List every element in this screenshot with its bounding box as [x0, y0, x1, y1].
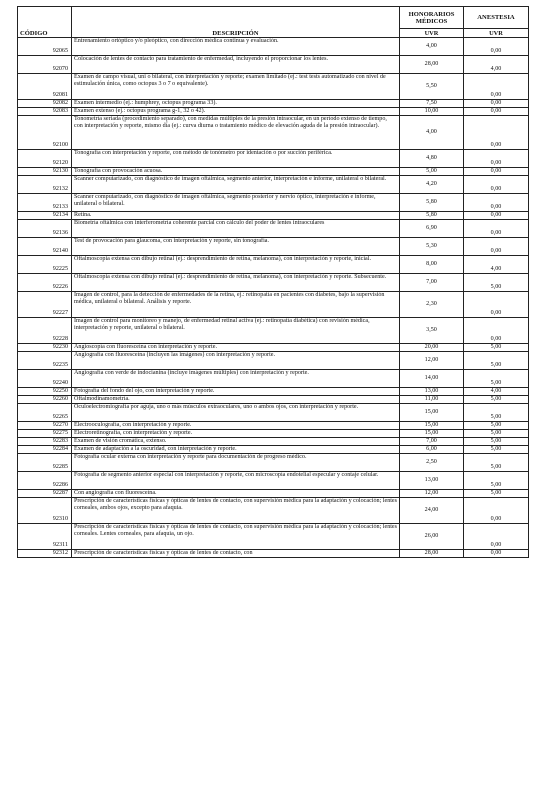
row-code: 92083	[18, 108, 72, 116]
row-description: Imagen de control para monitoreo y manejo, de enfermedad retinal activa (ej.: retinopatía diabética) con revisión médica, interpretación y reporte, unilateral o bilateral.	[72, 318, 400, 344]
row-description: Scanner computarizado, con diagnóstico de imagen oftálmica, segmento anterior, interpretación e informe, unilateral o bilateral.	[72, 176, 400, 194]
row-anestesia-uvr: 0,00	[464, 194, 529, 212]
row-code: 92133	[18, 194, 72, 212]
row-code: 92225	[18, 256, 72, 274]
header-honorarios: HONORARIOS MÉDICOS	[400, 7, 464, 29]
row-honorarios-uvr: 14,00	[400, 370, 464, 388]
row-anestesia-uvr: 5,00	[464, 344, 529, 352]
row-description: Oftalmoscopia extensa con dibujo retinal (ej.: desprendimiento de retina, melanoma), con interpretación y reporte, inicial.	[72, 256, 400, 274]
row-honorarios-uvr: 13,00	[400, 472, 464, 490]
row-honorarios-uvr: 3,50	[400, 318, 464, 344]
header-anestesia: ANESTESIA	[464, 7, 529, 29]
row-code: 92130	[18, 168, 72, 176]
row-code: 92134	[18, 212, 72, 220]
table-body	[18, 38, 529, 558]
table-row	[18, 100, 529, 108]
row-code: 92136	[18, 220, 72, 238]
table-row	[18, 274, 529, 292]
row-honorarios-uvr: 5,50	[400, 74, 464, 100]
row-description: Prescripción de características físicas y ópticas de lentes de contacto, con supervisión médica para la adaptación y colocación; lentes corneales, ambos ojos, excepto para afaquia.	[72, 498, 400, 524]
table-row	[18, 256, 529, 274]
row-code: 92065	[18, 38, 72, 56]
table-row	[18, 238, 529, 256]
table-row	[18, 352, 529, 370]
row-anestesia-uvr: 5,00	[464, 396, 529, 404]
row-code: 92285	[18, 454, 72, 472]
row-code: 92286	[18, 472, 72, 490]
row-anestesia-uvr: 5,00	[464, 352, 529, 370]
fee-schedule-table	[17, 6, 529, 558]
row-honorarios-uvr: 12,00	[400, 352, 464, 370]
table-row	[18, 396, 529, 404]
table-row	[18, 472, 529, 490]
row-code: 92235	[18, 352, 72, 370]
row-anestesia-uvr: 0,00	[464, 74, 529, 100]
row-honorarios-uvr: 5,00	[400, 168, 464, 176]
row-honorarios-uvr: 5,80	[400, 212, 464, 220]
row-honorarios-uvr: 6,00	[400, 446, 464, 454]
row-description: Tonometría seriada (procedimiento separado), con medidas múltiples de la presión intraocular, en un período extenso de tiempo, con interpretación y reporte, mismo día (ej.: curva diurna o tratamiento médico de elevación aguda de la presión intraocular).	[72, 116, 400, 150]
table-row	[18, 56, 529, 74]
row-anestesia-uvr: 4,00	[464, 388, 529, 396]
row-honorarios-uvr: 7,00	[400, 438, 464, 446]
row-honorarios-uvr: 5,30	[400, 238, 464, 256]
row-honorarios-uvr: 15,00	[400, 430, 464, 438]
row-code: 92287	[18, 490, 72, 498]
table-row	[18, 212, 529, 220]
table-row	[18, 370, 529, 388]
row-description: Prescripción de características físicas y ópticas de lentes de contacto, con supervisión médica para la adaptación y colocación; lentes corneales. Lentes corneales, para afaquia, un ojo.	[72, 524, 400, 550]
row-honorarios-uvr: 6,90	[400, 220, 464, 238]
row-description: Angioscopía con fluoresceína con interpretación y reporte.	[72, 344, 400, 352]
row-honorarios-uvr: 20,00	[400, 344, 464, 352]
row-description: Scanner computarizado, con diagnóstico de imagen oftálmica, segmento posterior y nervio óptico, interpretación e informe, unilateral o bilateral.	[72, 194, 400, 212]
row-code: 92284	[18, 446, 72, 454]
row-description: Examen de adaptación a la oscuridad, con interpretación y reporte.	[72, 446, 400, 454]
row-description: Entrenamiento ortóptico y/o pleóptico, con dirección médica continua y evaluación.	[72, 38, 400, 56]
table-row	[18, 438, 529, 446]
row-description: Examen de visión cromática, extenso.	[72, 438, 400, 446]
row-honorarios-uvr: 10,00	[400, 108, 464, 116]
row-code: 92250	[18, 388, 72, 396]
table-row	[18, 176, 529, 194]
row-code: 92120	[18, 150, 72, 168]
row-code: 92230	[18, 344, 72, 352]
row-anestesia-uvr: 5,00	[464, 370, 529, 388]
header-uvr-honorarios: UVR	[400, 29, 464, 38]
row-anestesia-uvr: 0,00	[464, 524, 529, 550]
row-anestesia-uvr: 4,00	[464, 256, 529, 274]
row-description: Fotografía de segmento anterior especial con interpretación y reporte, con microscopía endotelial especular y contaje celular.	[72, 472, 400, 490]
row-code: 92283	[18, 438, 72, 446]
row-honorarios-uvr: 4,00	[400, 38, 464, 56]
table-row	[18, 430, 529, 438]
header-row	[18, 7, 529, 29]
row-anestesia-uvr: 0,00	[464, 176, 529, 194]
row-description: Prescripción de características físicas y ópticas de lentes de contacto, con	[72, 550, 400, 558]
row-honorarios-uvr: 2,30	[400, 292, 464, 318]
row-description: Oculoelectromiografía por aguja, uno o más músculos extraoculares, uno o ambos ojos, con interpretación y reporte.	[72, 404, 400, 422]
row-anestesia-uvr: 5,00	[464, 274, 529, 292]
row-description: Examen de campo visual, uni o bilateral, con interpretación y reporte; examen limitado (ej.: test tests automatizado con nivel de estimulación única, como octopus 3 o 7 o equivalente).	[72, 74, 400, 100]
row-honorarios-uvr: 28,00	[400, 56, 464, 74]
row-description: Examen intermedio (ej.: humphrey, octopus programa 33).	[72, 100, 400, 108]
table-row	[18, 220, 529, 238]
table-row	[18, 550, 529, 558]
row-code: 92081	[18, 74, 72, 100]
row-honorarios-uvr: 4,00	[400, 116, 464, 150]
row-anestesia-uvr: 0,00	[464, 168, 529, 176]
row-anestesia-uvr: 5,00	[464, 446, 529, 454]
table-row	[18, 150, 529, 168]
row-description: Tonografía con interpretación y reporte, con método de tonómetro por identación o por succión periférica.	[72, 150, 400, 168]
row-honorarios-uvr: 4,80	[400, 150, 464, 168]
row-code: 92270	[18, 422, 72, 430]
row-code: 92275	[18, 430, 72, 438]
row-anestesia-uvr: 5,00	[464, 472, 529, 490]
row-anestesia-uvr: 5,00	[464, 438, 529, 446]
row-honorarios-uvr: 26,00	[400, 524, 464, 550]
row-code: 92310	[18, 498, 72, 524]
table-row	[18, 116, 529, 150]
row-anestesia-uvr: 0,00	[464, 550, 529, 558]
row-code: 92140	[18, 238, 72, 256]
row-anestesia-uvr: 0,00	[464, 100, 529, 108]
fee-schedule-page	[17, 6, 528, 558]
row-honorarios-uvr: 7,00	[400, 274, 464, 292]
row-code: 92226	[18, 274, 72, 292]
table-row	[18, 404, 529, 422]
table-row	[18, 318, 529, 344]
row-honorarios-uvr: 7,50	[400, 100, 464, 108]
row-description: Electrooculografía, con interpretación y reporte.	[72, 422, 400, 430]
row-anestesia-uvr: 5,00	[464, 422, 529, 430]
row-honorarios-uvr: 15,00	[400, 422, 464, 430]
header-descripcion: DESCRIPCIÓN	[72, 7, 400, 38]
row-anestesia-uvr: 0,00	[464, 498, 529, 524]
row-code: 92240	[18, 370, 72, 388]
row-honorarios-uvr: 24,00	[400, 498, 464, 524]
row-anestesia-uvr: 0,00	[464, 292, 529, 318]
row-honorarios-uvr: 2,50	[400, 454, 464, 472]
row-code: 92070	[18, 56, 72, 74]
row-description: Biometría oftálmica con interferometría coherente parcial con cálculo del poder de lentes intraoculares	[72, 220, 400, 238]
row-description: Electroretinografía, con interpretación y reporte.	[72, 430, 400, 438]
row-anestesia-uvr: 0,00	[464, 318, 529, 344]
row-code: 92082	[18, 100, 72, 108]
row-description: Angiografía con fluoresceína (incluyen las imágenes) con interpretación y reporte.	[72, 352, 400, 370]
row-honorarios-uvr: 13,00	[400, 388, 464, 396]
row-anestesia-uvr: 0,00	[464, 150, 529, 168]
row-description: Con angiografía con fluoresceína.	[72, 490, 400, 498]
table-row	[18, 388, 529, 396]
table-row	[18, 194, 529, 212]
row-code: 92312	[18, 550, 72, 558]
table-row	[18, 38, 529, 56]
table-row	[18, 446, 529, 454]
row-honorarios-uvr: 11,00	[400, 396, 464, 404]
row-anestesia-uvr: 0,00	[464, 38, 529, 56]
row-description: Oftalmodinamometría.	[72, 396, 400, 404]
table-row	[18, 454, 529, 472]
row-anestesia-uvr: 5,00	[464, 454, 529, 472]
table-row	[18, 498, 529, 524]
row-honorarios-uvr: 12,00	[400, 490, 464, 498]
row-description: Fotografía ocular externa con interpretación y reporte para documentación de progreso médico.	[72, 454, 400, 472]
row-code: 92228	[18, 318, 72, 344]
row-description: Examen extenso (ej.: octopus programa g-1, 32 o 42).	[72, 108, 400, 116]
table-row	[18, 490, 529, 498]
header-uvr-anestesia: UVR	[464, 29, 529, 38]
row-anestesia-uvr: 4,00	[464, 56, 529, 74]
row-description: Test de provocación para glaucoma, con interpretación y reporte, sin tonografía.	[72, 238, 400, 256]
row-description: Tonografía con provocación acuosa.	[72, 168, 400, 176]
row-code: 92260	[18, 396, 72, 404]
row-anestesia-uvr: 5,00	[464, 430, 529, 438]
row-code: 92227	[18, 292, 72, 318]
row-anestesia-uvr: 5,00	[464, 490, 529, 498]
row-description: Colocación de lentes de contacto para tratamiento de enfermedad, incluyendo el proporcionar los lentes.	[72, 56, 400, 74]
row-honorarios-uvr: 5,80	[400, 194, 464, 212]
table-row	[18, 168, 529, 176]
row-anestesia-uvr: 5,00	[464, 404, 529, 422]
row-honorarios-uvr: 15,00	[400, 404, 464, 422]
table-row	[18, 344, 529, 352]
row-code: 92132	[18, 176, 72, 194]
row-description: Angiografía con verde de indocianina (incluye imágenes múltiples) con interpretación y reporte.	[72, 370, 400, 388]
row-code: 92265	[18, 404, 72, 422]
row-honorarios-uvr: 28,00	[400, 550, 464, 558]
row-anestesia-uvr: 0,00	[464, 238, 529, 256]
row-description: Imagen de control, para la detección de enfermedades de la retina, ej.: retinopatía en pacientes con diabetes, bajo la supervisión médica, unilateral o bilateral. Análisis y reporte.	[72, 292, 400, 318]
table-row	[18, 74, 529, 100]
row-honorarios-uvr: 4,20	[400, 176, 464, 194]
table-row	[18, 422, 529, 430]
row-anestesia-uvr: 0,00	[464, 108, 529, 116]
header-codigo: CÓDIGO	[18, 7, 72, 38]
table-row	[18, 524, 529, 550]
row-anestesia-uvr: 0,00	[464, 220, 529, 238]
row-code: 92311	[18, 524, 72, 550]
row-anestesia-uvr: 0,00	[464, 116, 529, 150]
row-anestesia-uvr: 0,00	[464, 212, 529, 220]
row-description: Fotografía del fondo del ojo, con interpretación y reporte.	[72, 388, 400, 396]
table-row	[18, 292, 529, 318]
table-row	[18, 108, 529, 116]
row-description: Oftalmoscopia extensa con dibujo retinal (ej.: desprendimiento de retina, melanoma), con interpretación y reporte. Subsecuente.	[72, 274, 400, 292]
row-description: Retina.	[72, 212, 400, 220]
row-code: 92100	[18, 116, 72, 150]
row-honorarios-uvr: 8,00	[400, 256, 464, 274]
